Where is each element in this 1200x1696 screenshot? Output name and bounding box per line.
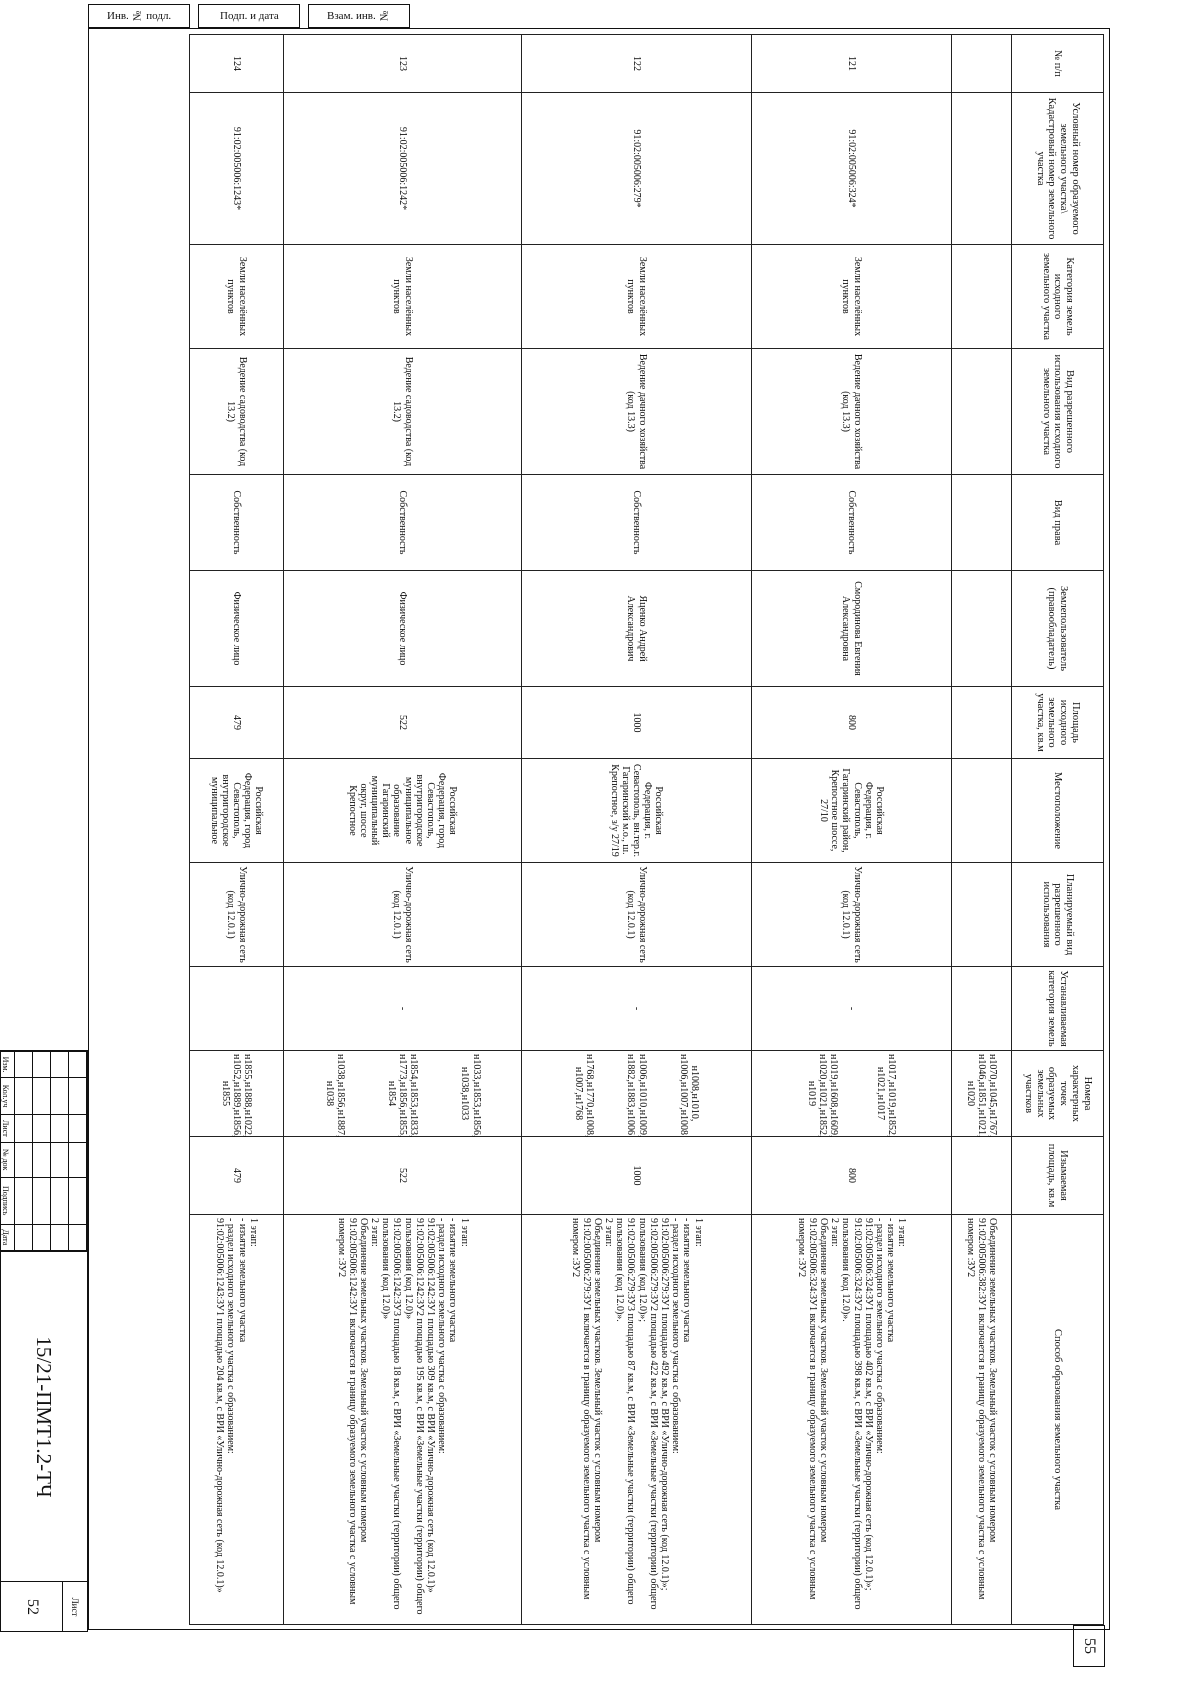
row-num: 124 <box>190 35 284 93</box>
title-block <box>0 1050 88 1632</box>
row-right: Собственность <box>190 475 284 571</box>
row-category-set: - <box>284 967 522 1051</box>
points-group: н1006,н1010,н1009, н1882,н1883,н1006 <box>625 1054 648 1138</box>
row-category: Земли населённых пунктов <box>522 245 752 349</box>
method-line: Объединение земельных участков. Земельный участок с условным номером 91:02:005006:279:ЗУ1 включается в границу образуемого земельного участка с условным номером :ЗУ2 <box>569 1218 603 1600</box>
header-category-set: Устанавливаемая категория земель <box>1012 967 1104 1051</box>
row-points <box>284 1051 522 1137</box>
row-location: Российская Федерация, город Севастополь, внутригородское муниципальное образование Гагаринский муниципальный округ, шоссе Крепостное <box>284 759 522 863</box>
method-line: 2 этап: <box>829 1218 841 1247</box>
row-category: Земли населённых пунктов <box>752 245 952 349</box>
points-group: н1855,н1888,н1022, н1052,н1889,н1856, н1855 <box>219 1054 254 1138</box>
method-line: 91:02:005006:1242:ЗУ1 площадью 309 кв.м, с ВРИ «Улично-дорожная сеть (код 12.0.1)» <box>425 1218 437 1593</box>
header-seized: Изымаемая площадь, кв.м <box>1012 1137 1104 1215</box>
row-use: Ведение садоводства (код 13.2) <box>190 349 284 475</box>
method-line: - раздел исходного земельного участка с образованием: <box>874 1218 886 1454</box>
method-line: 2 этап: <box>369 1218 381 1247</box>
row-seized: 800 <box>752 1137 952 1215</box>
document-code: 15/21-ПМТ1.2-ТЧ <box>1 1251 87 1582</box>
row-cadastral: 91:02:005006:324* <box>752 93 952 245</box>
row-location: Российская Федерация, город Севастополь, внутригородское муниципальное <box>190 759 284 863</box>
method-line: - изъятие земельного участка <box>681 1218 693 1343</box>
table-row-continuation <box>952 35 1012 1625</box>
method-line: - раздел исходного земельного участка с образованием: <box>436 1218 448 1454</box>
row-category: Земли населённых пунктов <box>190 245 284 349</box>
sheet-box <box>1 1581 87 1632</box>
header-planned-use: Планируемый вид разрешенного использования <box>1012 863 1104 967</box>
header-num: № п/п <box>1012 35 1104 93</box>
tb-label-izm: Изм. <box>0 1052 15 1078</box>
row-num: 123 <box>284 35 522 93</box>
stamp-inv: Инв. № подл. <box>88 4 190 28</box>
row-num: 121 <box>752 35 952 93</box>
points-group: н1008,н1010, н1006,н1007,н1008 <box>677 1054 701 1136</box>
points-group: н1768,н1770,н1008, н1007,н1768 <box>573 1054 596 1138</box>
method-line: 1 этап: <box>896 1218 908 1247</box>
row-planned-use: Улично-дорожная сеть (код 12.0.1) <box>522 863 752 967</box>
row-points <box>752 1051 952 1137</box>
row-area: 479 <box>190 687 284 759</box>
tb-label-koluch: Кол.уч <box>0 1078 15 1115</box>
row-cadastral: 91:02:005006:279* <box>522 93 752 245</box>
row-use: Ведение садоводства (код 13.2) <box>284 349 522 475</box>
row-planned-use: Улично-дорожная сеть (код 12.0.1) <box>284 863 522 967</box>
header-area: Площадь исходного земельного участка, кв.м <box>1012 687 1104 759</box>
continuation-points: н1070,н1045,н1767, н1046,н1851,н1021, н1020 <box>952 1051 1012 1137</box>
row-category-set: - <box>752 967 952 1051</box>
table-row <box>752 35 952 1625</box>
row-location: Российская Федерация, г. Севастополь, Гагаринский район, Крепостное шоссе, 27/10 <box>752 759 952 863</box>
method-line: 91:02:005006:279:ЗУ2 площадью 422 кв.м, с ВРИ «Земельные участки (территории) общего пользования (код 12.0)»; <box>636 1218 659 1610</box>
row-right: Собственность <box>752 475 952 571</box>
row-location: Российская Федерация, г. Севастополь, вн.тер.г. Гагаринский м.о., ш. Крепостное, з/у 27/19 <box>522 759 752 863</box>
row-owner: Физическое лицо <box>190 571 284 687</box>
row-points <box>190 1051 284 1137</box>
header-method: Способ образования земельного участка <box>1012 1215 1104 1625</box>
method-line: Объединение земельных участков. Земельный участок с условным номером 91:02:005006:1242:ЗУ1 включается в границу образуемого земельного участка с условным номером :ЗУ2 <box>335 1218 369 1605</box>
table-row <box>522 35 752 1625</box>
row-owner: Яценко Андрей Александрович <box>522 571 752 687</box>
points-group: н1017,н1019,н1852, н1021,н1017 <box>875 1054 898 1138</box>
method-line: - изъятие земельного участка <box>236 1218 248 1343</box>
row-seized: 522 <box>284 1137 522 1215</box>
method-line: 1 этап: <box>692 1218 704 1247</box>
method-line: 91:02:005006:324:ЗУ2 площадью 398 кв.м, с ВРИ «Земельные участки (территории) общего пользования (код 12.0)». <box>840 1218 863 1610</box>
row-category-set: - <box>522 967 752 1051</box>
sheet-number: 52 <box>24 1599 41 1615</box>
row-method <box>752 1215 952 1625</box>
row-num: 122 <box>522 35 752 93</box>
row-planned-use: Улично-дорожная сеть (код 12.0.1) <box>190 863 284 967</box>
tb-label-ndoc: № док <box>0 1142 15 1177</box>
method-line: - изъятие земельного участка <box>885 1218 897 1343</box>
header-right: Вид права <box>1012 475 1104 571</box>
row-right: Собственность <box>522 475 752 571</box>
row-owner: Смородинова Евгения Александровна <box>752 571 952 687</box>
row-method <box>522 1215 752 1625</box>
tb-label-sign: Подпись <box>0 1177 15 1224</box>
header-category: Категория земель исходного земельного участка <box>1012 245 1104 349</box>
header-owner: Землепользователь (правообладатель) <box>1012 571 1104 687</box>
stamp-replace-inv: Взам. инв. № <box>308 4 410 28</box>
row-cadastral: 91:02:005006:1242* <box>284 93 522 245</box>
row-seized: 1000 <box>522 1137 752 1215</box>
row-owner: Физическое лицо <box>284 571 522 687</box>
method-line: Объединение земельных участков. Земельный участок с условным номером 91:02:005006:324:ЗУ1 включается в границу образуемого земельного участка с условным номером :ЗУ2 <box>795 1218 830 1600</box>
row-category: Земли населённых пунктов <box>284 245 522 349</box>
continuation-method: Объединение земельных участков. Земельный участок с условным номером 91:02:005006:382:ЗУ1 включается в границу образуемого земельного участка с условным номером :ЗУ2 <box>952 1215 1012 1625</box>
method-line: - раздел исходного земельного участка с образованием: <box>225 1218 237 1454</box>
row-points <box>522 1051 752 1137</box>
header-cadastral: Условный номер образуемого земельного участка\ Кадастровый номер земельного участка <box>1012 93 1104 245</box>
row-area: 522 <box>284 687 522 759</box>
tb-label-date: Дата <box>0 1224 15 1250</box>
row-method <box>284 1215 522 1625</box>
header-use: Вид разрешенного использования исходного земельного участка <box>1012 349 1104 475</box>
row-method <box>190 1215 284 1625</box>
method-line: 1 этап: <box>458 1218 470 1247</box>
row-category-set <box>190 967 284 1051</box>
tb-label-list: Лист <box>0 1115 15 1143</box>
header-location: Местоположение <box>1012 759 1104 863</box>
method-line: 2 этап: <box>603 1218 615 1247</box>
revision-grid <box>0 1051 87 1251</box>
stamp-sign-date: Подп. и дата <box>198 4 300 28</box>
row-planned-use: Улично-дорожная сеть (код 12.0.1) <box>752 863 952 967</box>
method-line: 91:02:005006:279:ЗУ1 площадью 492 кв.м, с ВРИ «Улично-дорожная сеть (код 12.0.1)»; <box>659 1218 671 1591</box>
method-line: - изъятие земельного участка <box>447 1218 459 1343</box>
table-row <box>190 35 284 1625</box>
sheet-label: Лист <box>62 1582 87 1632</box>
row-seized: 479 <box>190 1137 284 1215</box>
row-area: 1000 <box>522 687 752 759</box>
land-plots-table <box>189 34 1104 1625</box>
points-group: н1038,н1856,н1887, н1038 <box>323 1054 346 1138</box>
points-group: н1019,н1608,н1609, н1020,н1021,н1852, н1019 <box>805 1054 840 1138</box>
points-group: н1854,н1853,н1833, н1773,н1856,н1855, н1854 <box>385 1054 420 1138</box>
table-header-row <box>1012 35 1104 1625</box>
method-line: - раздел исходного земельного участка с образованием: <box>670 1218 682 1454</box>
row-area: 800 <box>752 687 952 759</box>
method-line: 91:02:005006:279:ЗУ3 площадью 87 кв.м, с ВРИ «Земельные участки (территории) общего пользования (код 12.0)». <box>614 1218 637 1605</box>
row-right: Собственность <box>284 475 522 571</box>
header-points: Номера характерных точек образуемых земельных участков <box>1012 1051 1104 1137</box>
page-number-top: 55 <box>1073 1625 1105 1667</box>
row-cadastral: 91:02:005006:1243* <box>190 93 284 245</box>
row-use: Ведение дачного хозяйства (код 13.3) <box>522 349 752 475</box>
method-line: 91:02:005006:324:ЗУ1 площадью 402 кв.м, с ВРИ «Улично-дорожная сеть (код 12.0.1)»; <box>862 1218 874 1591</box>
method-line: 91:02:005006:1242:ЗУ2 площадью 195 кв.м, с ВРИ «Земельные участки (территории) общего пользования (код 12.0)» <box>402 1218 425 1615</box>
method-line: 1 этап: <box>247 1218 259 1247</box>
method-line: 91:02:005006:1242:ЗУ3 площадью 18 кв.м, с ВРИ «Земельные участки (территории) общего пользования (код 12.0)» <box>380 1218 403 1610</box>
table-row <box>284 35 522 1625</box>
points-group: н1033,н1853,н1856, н1038,н1033 <box>459 1054 482 1138</box>
row-use: Ведение дачного хозяйства (код 13.3) <box>752 349 952 475</box>
method-line: 91:02:005006:1243:ЗУ1 площадью 204 кв.м, с ВРИ «Улично-дорожная сеть (код 12.0.1)» <box>214 1218 226 1593</box>
